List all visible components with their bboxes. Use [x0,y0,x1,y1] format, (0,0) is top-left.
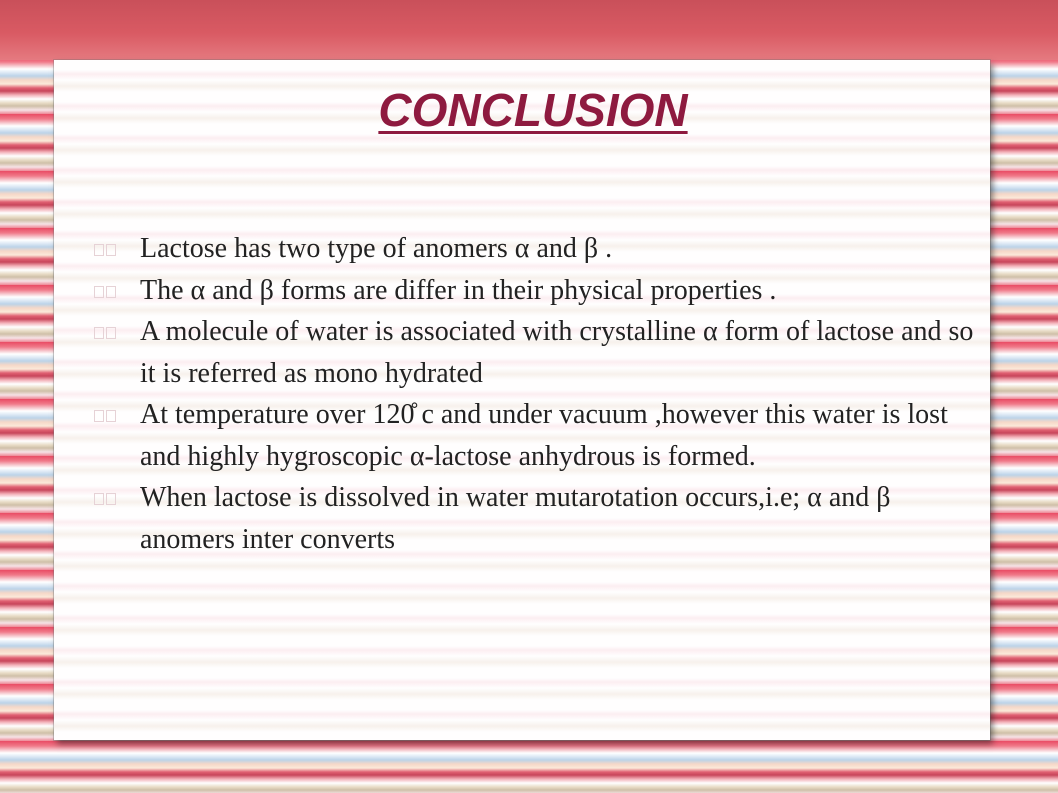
bullet-marker-icon [94,244,104,256]
bullet-text: At temperature over 120̊ c and under vacuum ,however this water is lost and highly hygroscopic α-lactose anhydrous is formed. [140,399,948,472]
bullet-text: When lactose is dissolved in water mutarotation occurs,i.e; α and β anomers inter converts [140,482,891,555]
bullet-marker-icon [94,286,104,298]
bullet-text: The α and β forms are differ in their physical properties . [140,274,777,306]
top-stripe-band [0,0,1058,60]
slide-title: CONCLUSION [378,84,688,136]
bullet-marker-icon [94,327,104,339]
bullet-text: A molecule of water is associated with crystalline α form of lactose and so it is referred as mono hydrated [140,316,974,389]
bullet-item [88,394,978,477]
bullet-list [88,228,978,560]
bullet-item [88,270,978,312]
bullet-marker-icon [94,493,104,505]
bullet-text: Lactose has two type of anomers α and β . [140,233,613,264]
bullet-item [88,477,978,560]
bullet-item [88,228,978,270]
bullet-item [88,311,978,394]
bullet-marker-icon [94,410,104,422]
